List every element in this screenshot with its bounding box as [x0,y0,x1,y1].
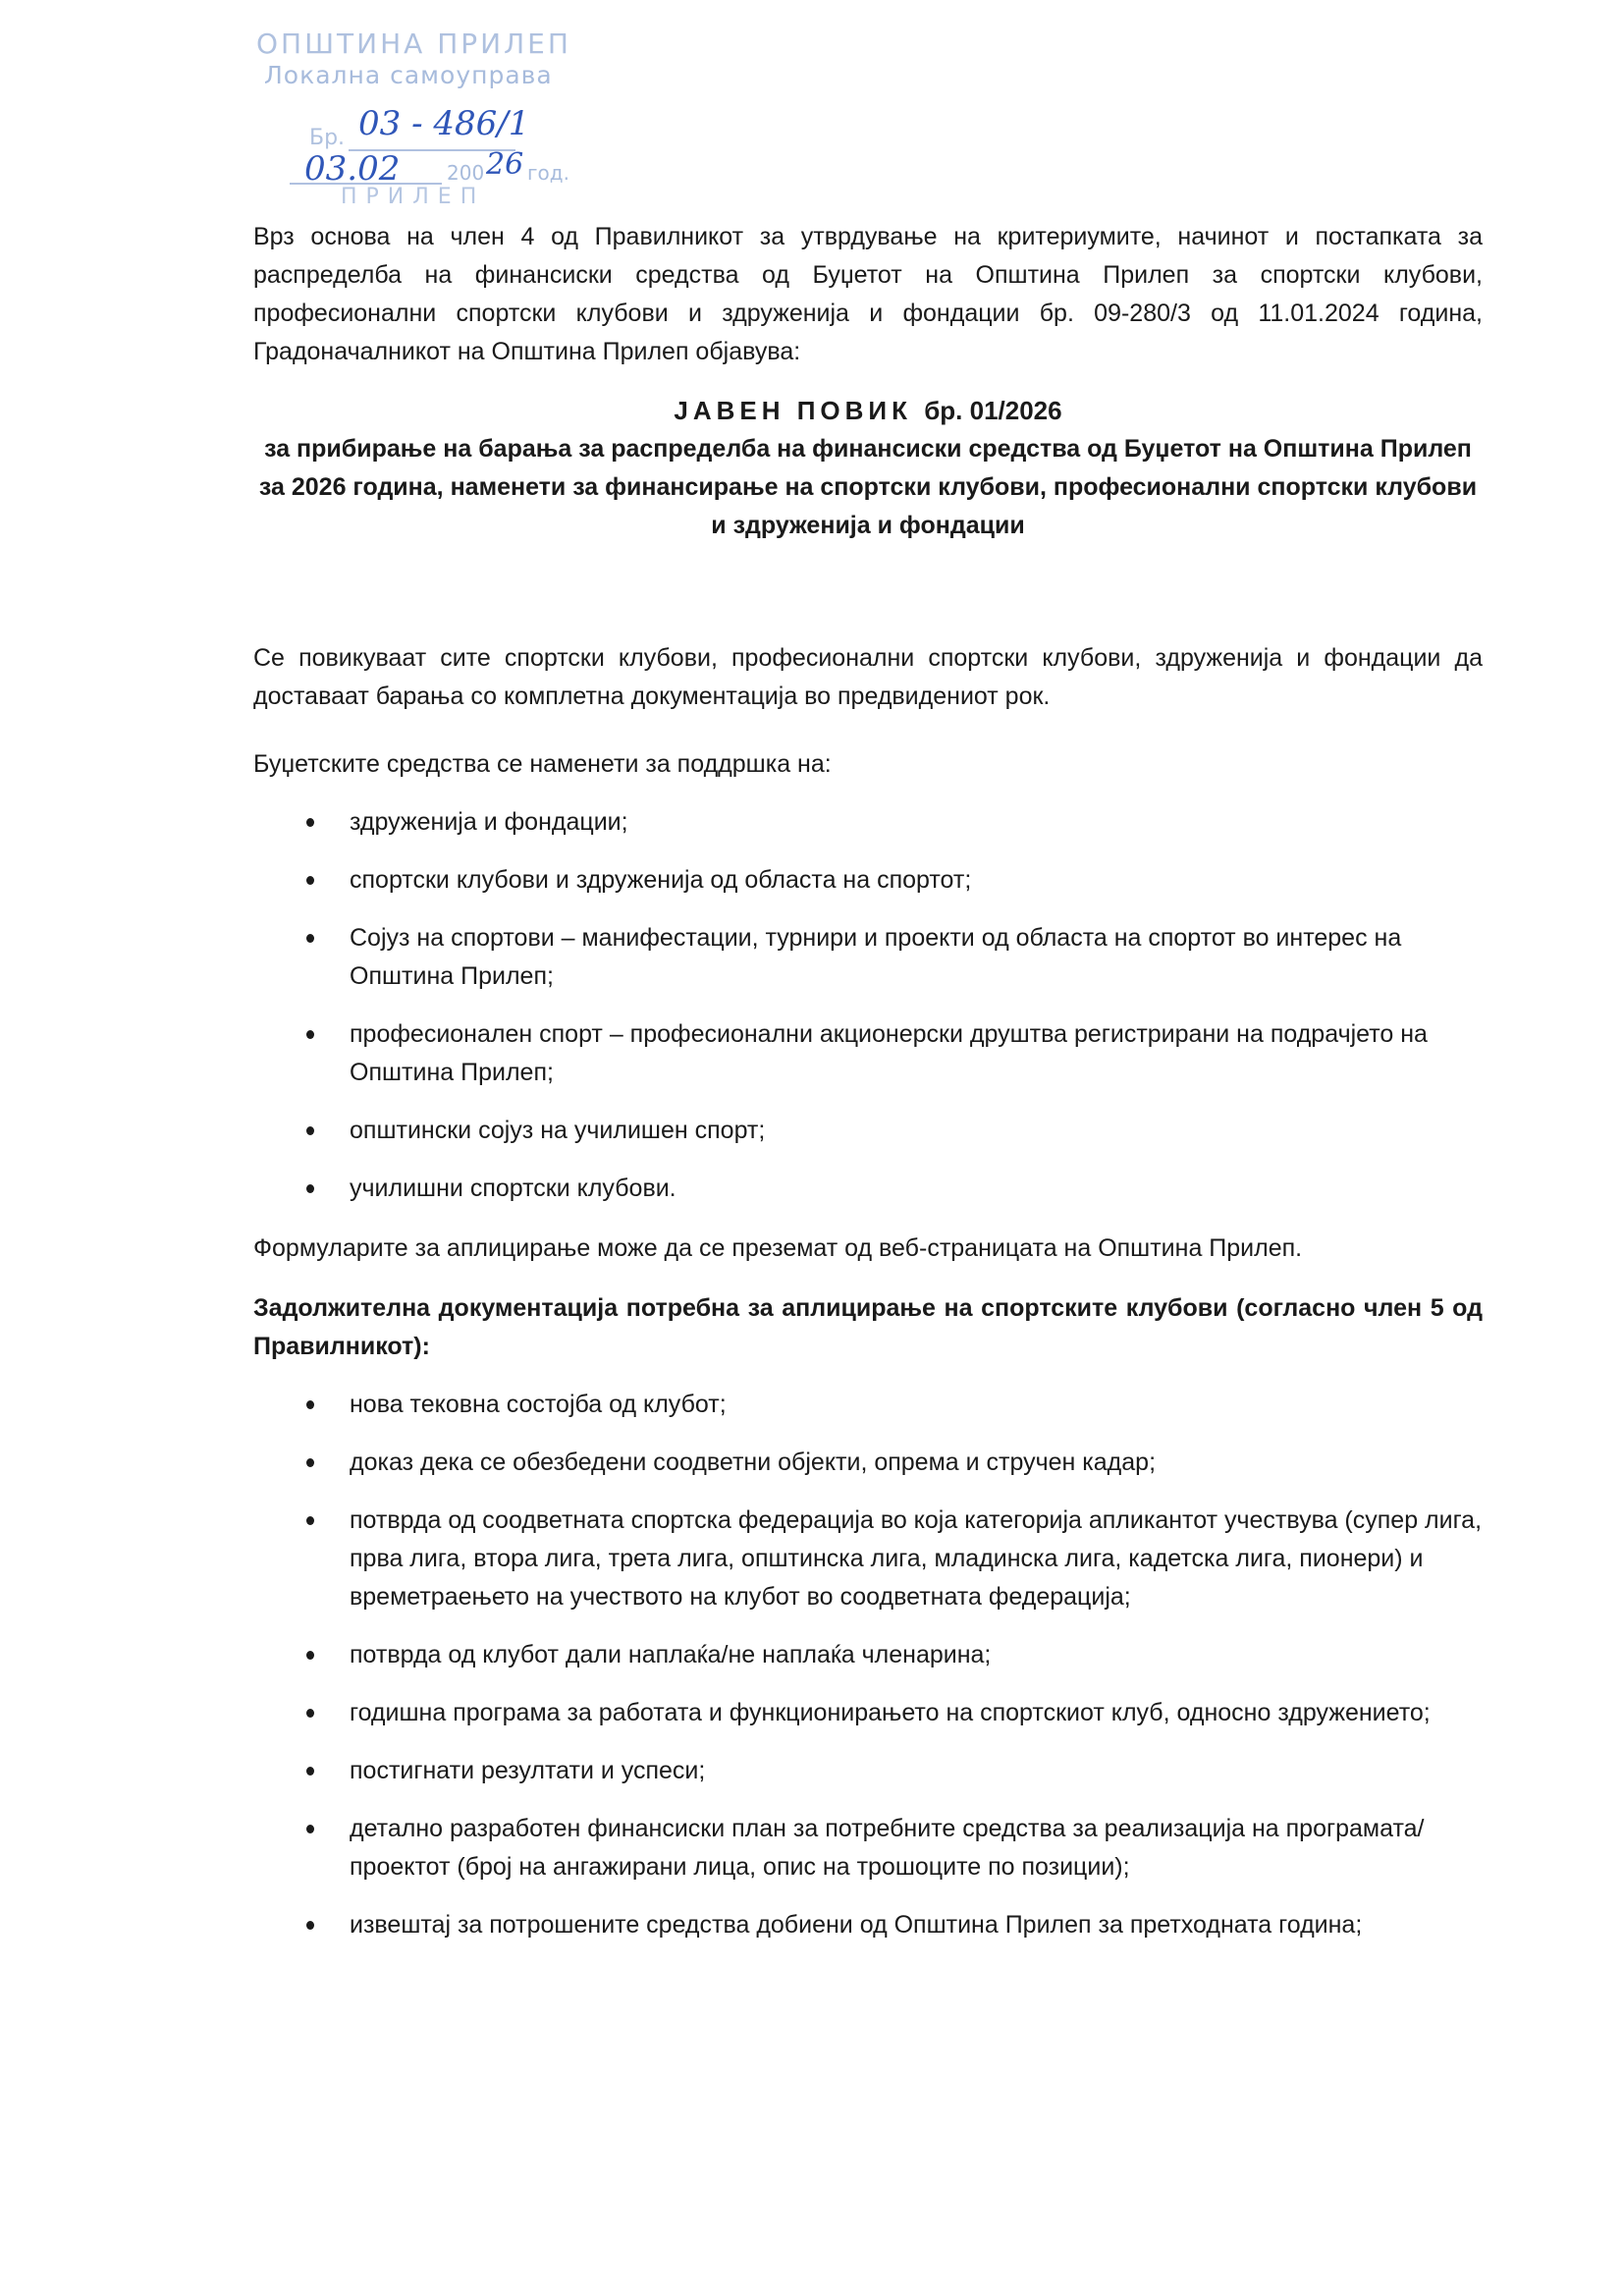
bullet-icon [306,1825,314,1833]
bullet-icon [306,1030,314,1039]
list-item: училишни спортски клубови. [253,1170,1483,1208]
stamp-number-label: Бр. [309,126,346,150]
list-item: доказ дека се обезбедени соодветни објекти, опрема и стручен кадар; [253,1444,1483,1482]
list-item: професионален спорт – професионални акционерски друштва регистрирани на подрачјето на Општина Прилеп; [253,1015,1483,1092]
mandatory-heading: Задолжителна документација потребна за аплицирање на спортските клубови (согласно член 5 од Правилникот): [253,1294,1483,1360]
bullet-icon [306,1651,314,1660]
document-title [253,391,1483,430]
support-list [253,803,1483,1208]
list-item: општински сојуз на училишен спорт; [253,1112,1483,1150]
list-item: извештај за потрошените средства добиени од Општина Прилеп за претходната година; [253,1906,1483,1944]
bullet-icon [306,1767,314,1776]
bullet-icon [306,1921,314,1930]
title-block [253,391,1483,545]
stamp-municipality: ОПШТИНА ПРИЛЕП [256,27,571,60]
bullet-icon [306,1126,314,1135]
list-item: потврда од соодветната спортска федерација во која категорија апликантот учествува (супер лига, прва лига, втора лига, трета лига, општинска лига, младинска лига, кадетска лига, пионери) и времетраењето на учеството на клубот во соодветната федерација; [253,1502,1483,1616]
stamp-date-handwritten: 03.02 [304,149,401,189]
title-number: бр. 01/2026 [924,396,1062,425]
call-paragraph: Се повикуваат сите спортски клубови, професионални спортски клубови, здруженија и фондации да доставаат барања со комплетна документација во предвидениот рок. [253,644,1483,710]
bullet-icon [306,1709,314,1718]
registry-stamp [250,27,584,209]
list-item: детално разработен финансиски план за потребните средства за реализација на програмата/проектот (број на ангажирани лица, опис на трошоците по позиции); [253,1810,1483,1886]
bullet-icon [306,818,314,827]
stamp-city: ПРИЛЕП [341,185,486,209]
support-intro: Буџетските средства се наменети за поддршка на: [253,750,832,778]
list-item: нова тековна состојба од клубот; [253,1386,1483,1424]
stamp-number-handwritten: 03 - 486/1 [358,104,530,143]
stamp-year-suffix: год. [527,161,569,185]
list-item: спортски клубови и здруженија од областа на спортот; [253,861,1483,900]
intro-paragraph: Врз основа на член 4 од Правилникот за утврдување на критериумите, начинот и постапката за распределба на финансиски средства од Буџетот на Општина Прилеп за спортски клубови, професионални спортски клубови и здруженија и фондации бр. 09-280/3 од 11.01.2024 година, Градоначалникот на Општина Прилеп објавува: [253,223,1483,365]
stamp-local-government: Локална самоуправа [264,61,553,89]
bullet-icon [306,876,314,885]
stamp-year-prefix: 200 [447,161,485,185]
bullet-icon [306,1400,314,1409]
list-item: потврда од клубот дали наплаќа/не наплаќа членарина; [253,1636,1483,1674]
list-item: годишна програма за работата и функционирањето на спортскиот клуб, односно здружението; [253,1694,1483,1732]
list-item: здруженија и фондации; [253,803,1483,842]
bullet-icon [306,1184,314,1193]
bullet-icon [306,1458,314,1467]
list-item: постигнати резултати и успеси; [253,1752,1483,1790]
stamp-year-handwritten: 26 [486,147,524,182]
bullet-icon [306,934,314,943]
bullet-icon [306,1516,314,1525]
title-heading: ЈАВЕН ПОВИК [674,396,912,425]
forms-paragraph: Формуларите за аплицирање може да се преземат од веб-страницата на Општина Прилеп. [253,1234,1303,1262]
mandatory-list [253,1386,1483,1944]
document-body [253,218,1483,1944]
document-subtitle: за прибирање на барања за распределба на финансиски средства од Буџетот на Општина Прилеп за 2026 година, наменети за финансирање на спортски клубови, професионални спортски клубови и здруженија и фондации [258,435,1478,539]
list-item: Сојуз на спортови – манифестации, турнири и проекти од областа на спортот во интерес на Општина Прилеп; [253,919,1483,996]
